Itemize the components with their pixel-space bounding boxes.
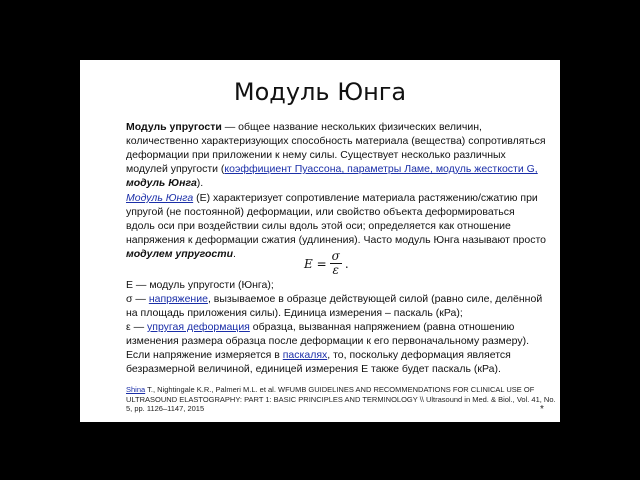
p2-end: . (233, 248, 236, 260)
author-link[interactable]: Shina (126, 385, 146, 394)
formula-lhs: E = (304, 256, 327, 271)
strain-link[interactable]: упругая деформация (147, 321, 250, 333)
slide (80, 60, 560, 422)
term-elasticity: Модуль упругости (126, 121, 222, 133)
pascal-link[interactable]: паскалях (282, 349, 328, 361)
sigma-text: , вызываемое в образце действующей силой (равно силе, делённой на площадь приложения силы). Единица измерения – паскаль (кРа); (126, 293, 543, 319)
term-modulus: модулем упругости (126, 248, 234, 260)
unit-text-a: Если напряжение измеряется в (126, 349, 283, 361)
formula-numerator: σ (331, 249, 340, 263)
unit-text-b: , то, поскольку деформация является безразмерной величиной, единицей измерения Е также будет паскаль (кРа). (126, 349, 511, 375)
p1-text: — общее название нескольких физических величин, количественно характеризующих способность материала (вещества) сопротивляться деформации при приложении к нему силы. Существует несколько различных модулей упругости ( (126, 121, 546, 175)
slide-title: Модуль Юнга (233, 78, 407, 106)
eps-symbol: ε — (126, 321, 148, 333)
formula-denominator: ε (332, 263, 339, 277)
term-young: модуль Юнга (126, 177, 197, 189)
eps-text: образца, вызванная напряжением (равна отношению изменения размера образца после деформации к его первоначальному размеру). (126, 321, 529, 347)
reference-text: T., Nightingale K.R., Palmeri M.L. et al. WFUMB GUIDELINES AND RECOMMENDATIONS FOR CLINICAL USE OF ULTRASOUND ELASTOGRAPHY: PART 1: BASIC PRINCIPLES AND TERMINOLOGY \\ Ultrasound in Med. & Biol., Vol. 41, No. 5, pp. 1126–1147, 2015 (126, 385, 556, 413)
elasticity-paragraph (126, 120, 546, 190)
def-unit (126, 348, 546, 376)
definitions (126, 278, 546, 376)
stress-link[interactable]: напряжение (148, 293, 208, 305)
def-e: E — модуль упругости (Юнга); (126, 279, 274, 291)
p2-text: (E) характеризует сопротивление материала растяжению/сжатию при упругой (не постоянной) деформации, или свойство объекта деформироваться вдоль оси при воздействии силы вдоль этой оси; определяется как отношение напряжения к деформации сжатия (удлинения). Часто модуль Юнга называют просто (126, 192, 546, 246)
moduli-link[interactable]: коэффициент Пуассона, параметры Ламе, модуль жесткости G, (224, 163, 538, 175)
young-formula (304, 250, 349, 277)
p1-end: ). (196, 177, 204, 189)
sigma-symbol: σ — (126, 293, 149, 305)
def-sigma (126, 292, 546, 320)
formula-fraction (330, 250, 342, 277)
footnote-star: * (540, 404, 544, 415)
formula-end: . (344, 256, 349, 271)
young-link[interactable]: Модуль Юнга (126, 192, 194, 204)
def-epsilon (126, 320, 546, 348)
reference (126, 385, 556, 414)
